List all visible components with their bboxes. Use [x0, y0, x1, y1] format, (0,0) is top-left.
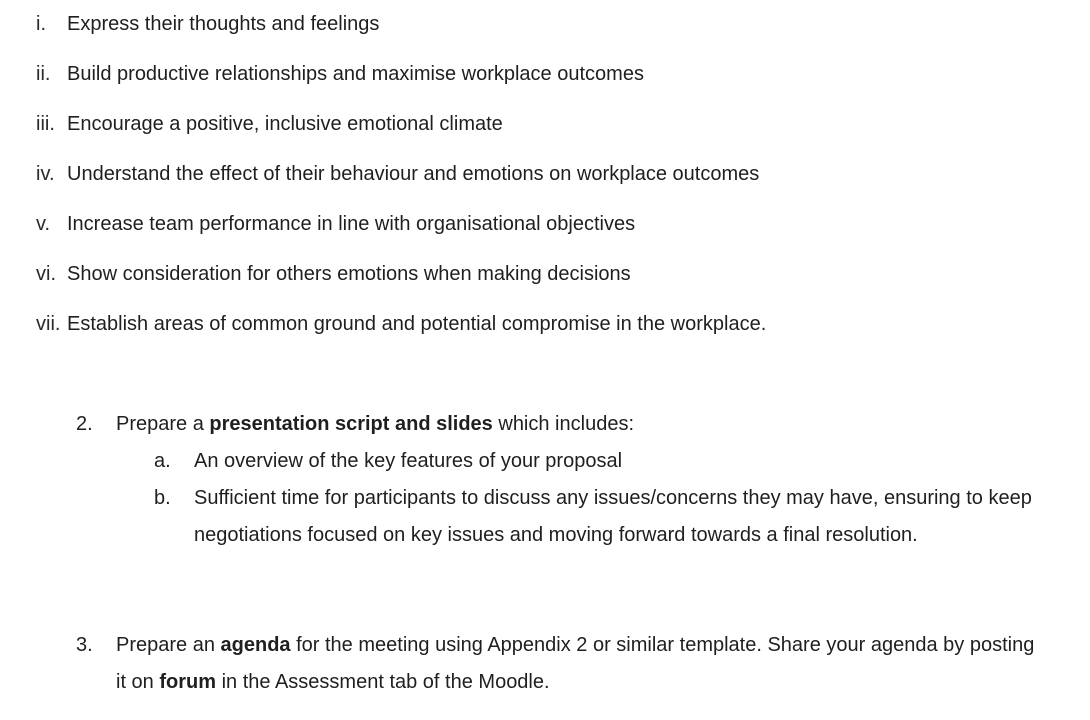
task-emphasis: agenda [220, 634, 291, 656]
sub-list [154, 443, 1036, 554]
list-marker: iv. [36, 163, 55, 185]
list-marker: v. [36, 213, 51, 235]
list-item [36, 160, 766, 210]
task-text: Prepare an [116, 634, 221, 656]
list-item-text: Increase team performance in line with organisational objectives [67, 213, 636, 235]
list-item [36, 60, 766, 110]
task-number: 2. [76, 413, 93, 435]
task-instruction [116, 627, 1036, 701]
list-marker: vi. [36, 263, 56, 285]
list-marker: ii. [36, 63, 51, 85]
task-emphasis: forum [159, 671, 217, 693]
list-marker: i. [36, 13, 46, 35]
roman-numeral-list [36, 10, 766, 360]
task-text: which includes: [492, 413, 634, 435]
list-marker: vii. [36, 313, 61, 335]
list-item [36, 10, 766, 60]
list-item-text: Encourage a positive, inclusive emotional climate [67, 113, 503, 135]
task-3 [76, 627, 1036, 701]
sub-list-marker: b. [154, 487, 171, 509]
list-item [36, 210, 766, 260]
list-item-text: Express their thoughts and feelings [67, 13, 380, 35]
list-item-text: Build productive relationships and maximise workplace outcomes [67, 63, 644, 85]
sub-list-item [154, 480, 1034, 554]
sub-list-item [154, 443, 1034, 480]
list-marker: iii. [36, 113, 55, 135]
task-emphasis: presentation script and slides [209, 413, 493, 435]
list-item [36, 260, 766, 310]
task-text: Prepare a [116, 413, 210, 435]
sub-list-item-text: An overview of the key features of your proposal [194, 450, 623, 472]
list-item-text: Establish areas of common ground and potential compromise in the workplace. [67, 313, 767, 335]
sub-list-item-text: Sufficient time for participants to discuss any issues/concerns they may have, ensuring to keep negotiations focused on key issues and moving forward towards a final resolution. [194, 487, 1032, 546]
list-item-text: Show consideration for others emotions when making decisions [67, 263, 631, 285]
task-text: for the meeting using Appendix 2 or similar template. Share your agenda by posting it on [116, 634, 1035, 693]
task-2 [76, 406, 1036, 554]
sub-list-marker: a. [154, 450, 171, 472]
list-item [36, 310, 766, 360]
list-item-text: Understand the effect of their behaviour and emotions on workplace outcomes [67, 163, 760, 185]
list-item [36, 110, 766, 160]
task-number: 3. [76, 634, 93, 656]
task-text: in the Assessment tab of the Moodle. [216, 671, 550, 693]
task-instruction [116, 406, 1036, 443]
